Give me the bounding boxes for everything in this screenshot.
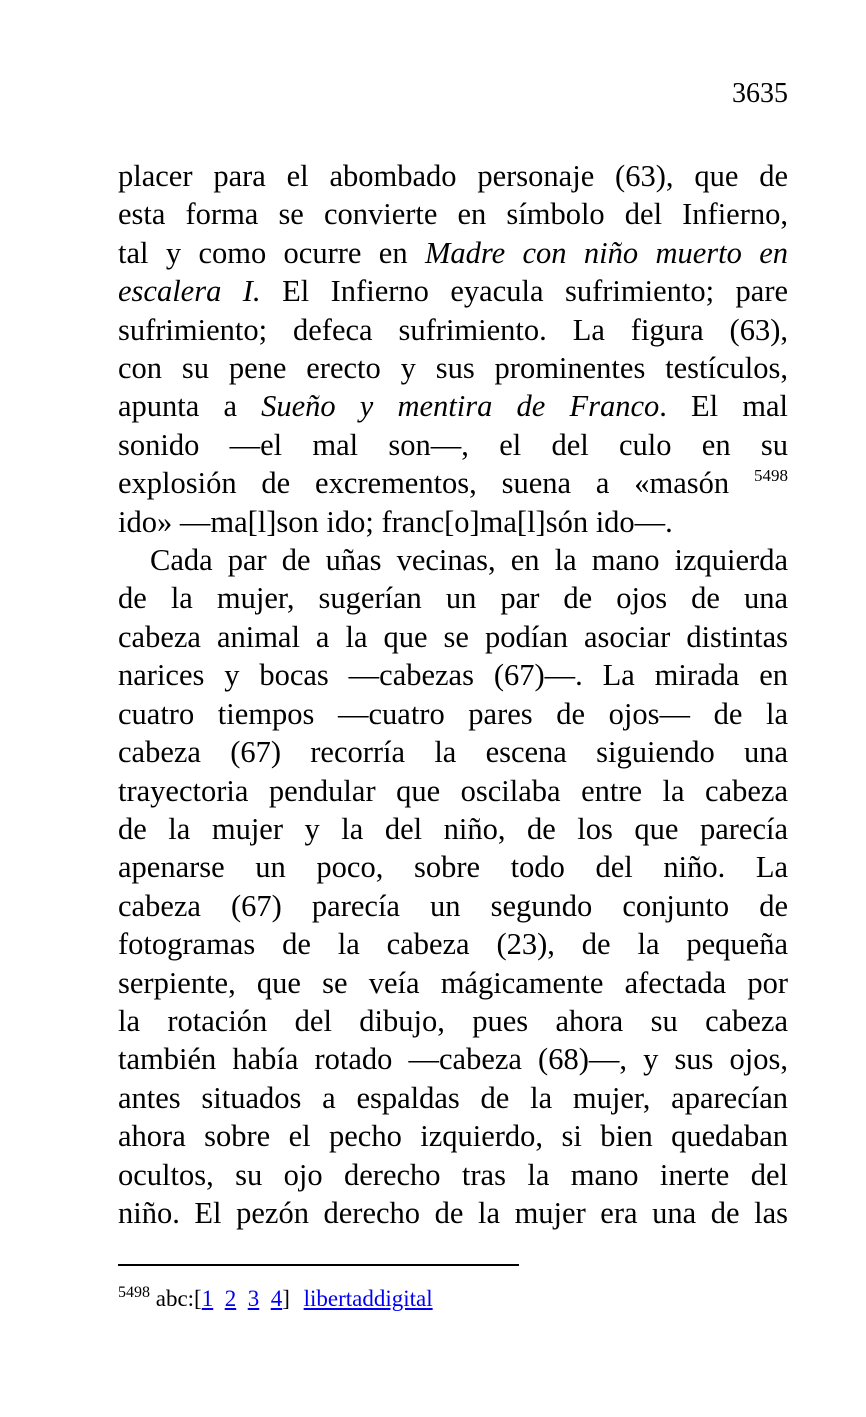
text-line xyxy=(118,272,788,310)
text-line: Cada par de uñas vecinas, en la mano izquierda xyxy=(150,543,788,578)
text-line: cabeza animal a la que se podían asociar distintas xyxy=(118,619,788,654)
footnote-link-1[interactable]: 1 xyxy=(201,1286,214,1311)
footnote-link-2[interactable]: 2 xyxy=(224,1286,237,1311)
footnote-link-4[interactable]: 4 xyxy=(270,1286,283,1311)
footnote-reference[interactable]: 5498 xyxy=(754,466,788,486)
text-line: cabeza (67) recorría la escena siguiendo una xyxy=(118,735,788,770)
footnote-divider xyxy=(118,1264,519,1266)
footnote-prefix: abc:[ xyxy=(155,1286,202,1311)
text-line: ido» —ma[l]son ido; franc[o]ma[l]són ido—. xyxy=(118,504,673,539)
artwork-title: Sueño y mentira de Franco xyxy=(261,389,660,424)
text-span: . El mal xyxy=(659,389,788,424)
text-line xyxy=(118,387,788,425)
text-line xyxy=(118,234,788,272)
text-line: niño. El pezón derecho de la mujer era una de las xyxy=(118,1195,788,1230)
text-line: apenarse un poco, sobre todo del niño. La xyxy=(118,850,788,885)
text-span: El Infierno eyacula sufrimiento; pare xyxy=(260,274,789,309)
body-text xyxy=(118,157,788,1232)
text-line: la rotación del dibujo, pues ahora su cabeza xyxy=(118,1003,788,1038)
text-span: tal y como ocurre en xyxy=(118,235,425,270)
footnote-link-3[interactable]: 3 xyxy=(247,1286,260,1311)
text-line: fotogramas de la cabeza (23), de la pequeña xyxy=(118,927,788,962)
text-line: cuatro tiempos —cuatro pares de ojos— de la xyxy=(118,696,788,731)
text-line: también había rotado —cabeza (68)—, y sus ojos, xyxy=(118,1042,788,1077)
footnote-number: 5498 xyxy=(118,1284,150,1301)
text-line: sufrimiento; defeca sufrimiento. La figura (63), xyxy=(118,312,788,347)
footnote xyxy=(118,1284,433,1314)
text-line: serpiente, que se veía mágicamente afectada por xyxy=(118,965,788,1000)
text-line: narices y bocas —cabezas (67)—. La mirada en xyxy=(118,658,788,693)
text-line: con su pene erecto y sus prominentes testículos, xyxy=(118,351,788,386)
text-line: cabeza (67) parecía un segundo conjunto de xyxy=(118,888,788,923)
text-line: ahora sobre el pecho izquierdo, si bien quedaban xyxy=(118,1119,788,1154)
footnote-suffix: ] xyxy=(282,1286,290,1311)
text-line: placer para el abombado personaje (63), que de xyxy=(118,159,788,193)
footnote-source-link[interactable]: libertaddigital xyxy=(303,1286,433,1311)
page-number: 3635 xyxy=(732,78,788,109)
text-line: esta forma se convierte en símbolo del Infierno, xyxy=(118,197,788,232)
text-line: de la mujer y la del niño, de los que parecía xyxy=(118,811,788,846)
text-line: trayectoria pendular que oscilaba entre la cabeza xyxy=(118,773,788,808)
text-span: apunta a xyxy=(118,389,262,424)
text-line: sonido —el mal son—, el del culo en su xyxy=(118,427,788,462)
text-span: explosión de excrementos, suena a «masón xyxy=(118,466,730,501)
artwork-title: Madre con niño muerto en xyxy=(424,235,789,270)
text-line: ocultos, su ojo derecho tras la mano inerte del xyxy=(118,1157,788,1192)
artwork-title: escalera I. xyxy=(118,274,261,309)
text-line xyxy=(118,464,788,502)
text-line: antes situados a espaldas de la mujer, aparecían xyxy=(118,1080,788,1115)
text-line: de la mujer, sugerían un par de ojos de una xyxy=(118,581,788,616)
